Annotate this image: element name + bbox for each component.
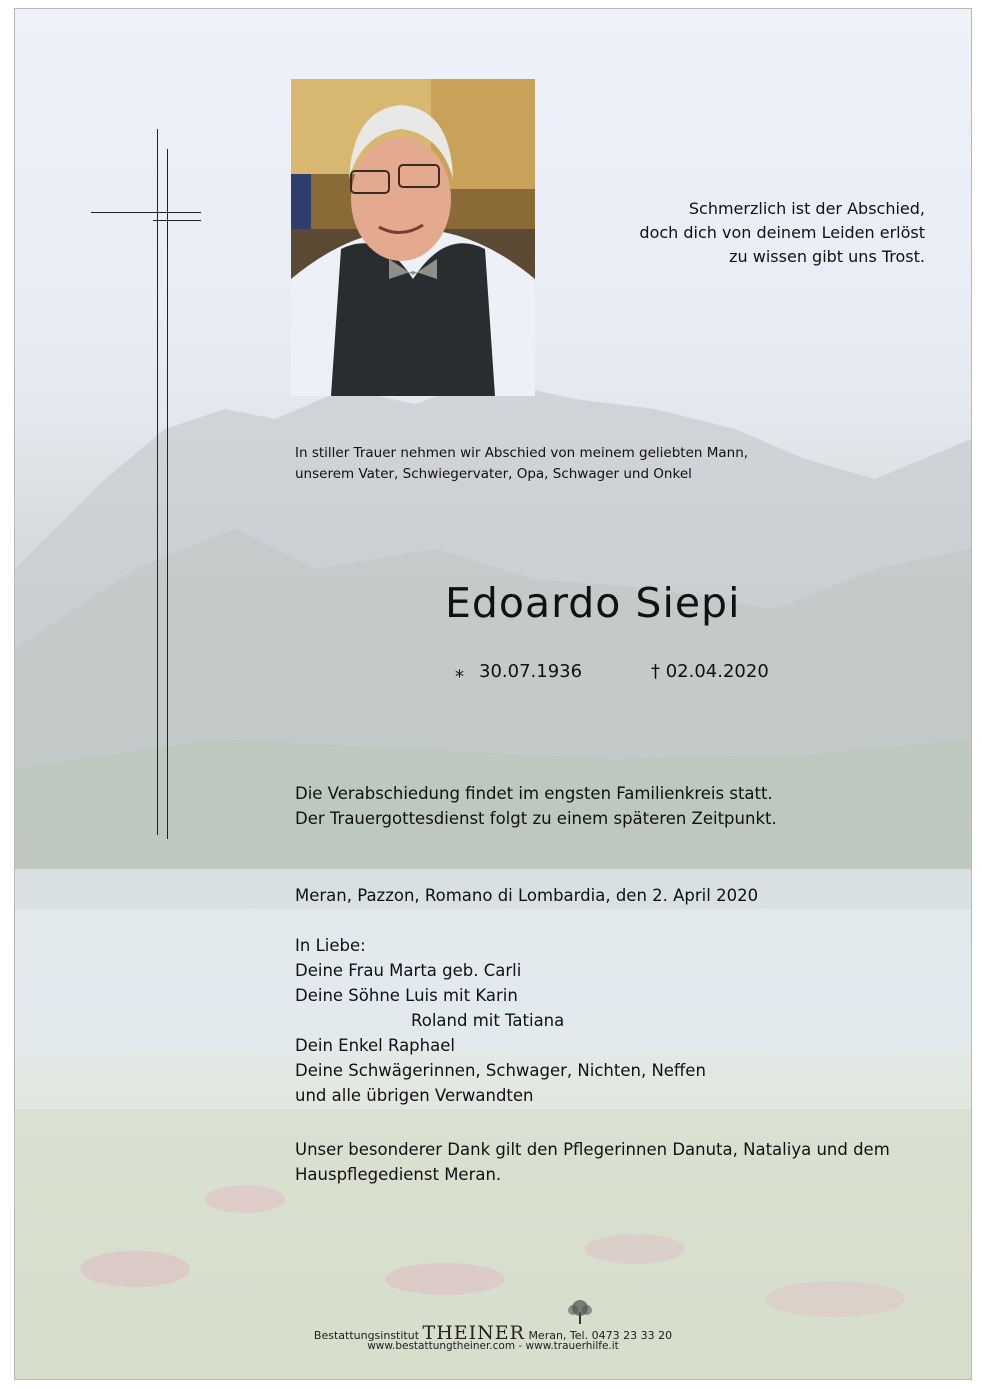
family-line: Dein Enkel Raphael: [295, 1036, 455, 1055]
family-list: [295, 933, 706, 1108]
thanks-note: [295, 1137, 955, 1187]
quote-block: [595, 197, 925, 269]
obituary-card: [14, 8, 972, 1380]
family-line: Roland mit Tatiana: [411, 1011, 565, 1030]
family-heading: In Liebe:: [295, 936, 366, 955]
thanks-line: Unser besonderer Dank gilt den Pflegerinnen Danuta, Nataliya und dem: [295, 1140, 890, 1159]
quote-line: doch dich von deinem Leiden erlöst: [639, 223, 925, 242]
farewell-notice: [295, 781, 777, 831]
farewell-line: Der Trauergottesdienst folgt zu einem späteren Zeitpunkt.: [295, 809, 777, 828]
death-date: † 02.04.2020: [651, 661, 769, 682]
family-line: und alle übrigen Verwandten: [295, 1086, 534, 1105]
intro-line: In stiller Trauer nehmen wir Abschied von meinem geliebten Mann,: [295, 445, 749, 461]
farewell-line: Die Verabschiedung findet im engsten Familienkreis statt.: [295, 784, 773, 803]
quote-line: Schmerzlich ist der Abschied,: [688, 199, 925, 218]
family-line: Deine Söhne Luis mit Karin: [295, 986, 518, 1005]
intro-text: [295, 443, 972, 485]
birth-date: 30.07.1936: [479, 661, 583, 682]
footer-prefix: Bestattungsinstitut: [313, 1329, 420, 1342]
birth-star-icon: ⁎: [455, 661, 464, 682]
footer-brand: THEINER: [422, 1322, 525, 1344]
quote-line: zu wissen gibt uns Trost.: [729, 247, 925, 266]
deceased-name: Edoardo Siepi: [445, 579, 741, 627]
portrait-photo: [291, 79, 535, 396]
cross-line-horizontal-inner: [153, 220, 201, 221]
footer-contact: Meran, Tel. 0473 23 33 20: [528, 1329, 673, 1342]
cross-line-vertical: [157, 129, 158, 835]
place-date: Meran, Pazzon, Romano di Lombardia, den 2. April 2020: [295, 886, 759, 905]
cross-line-vertical-inner: [167, 149, 168, 839]
life-dates: [455, 661, 769, 682]
family-line: Deine Schwägerinnen, Schwager, Nichten, Neffen: [295, 1061, 706, 1080]
thanks-line: Hauspflegedienst Meran.: [295, 1165, 502, 1184]
intro-line: unserem Vater, Schwiegervater, Opa, Schwager und Onkel: [295, 466, 692, 482]
family-line: Deine Frau Marta geb. Carli: [295, 961, 522, 980]
footer-websites: www.bestattungtheiner.com - www.trauerhilfe.it: [367, 1340, 619, 1352]
cross-line-horizontal: [91, 212, 201, 213]
